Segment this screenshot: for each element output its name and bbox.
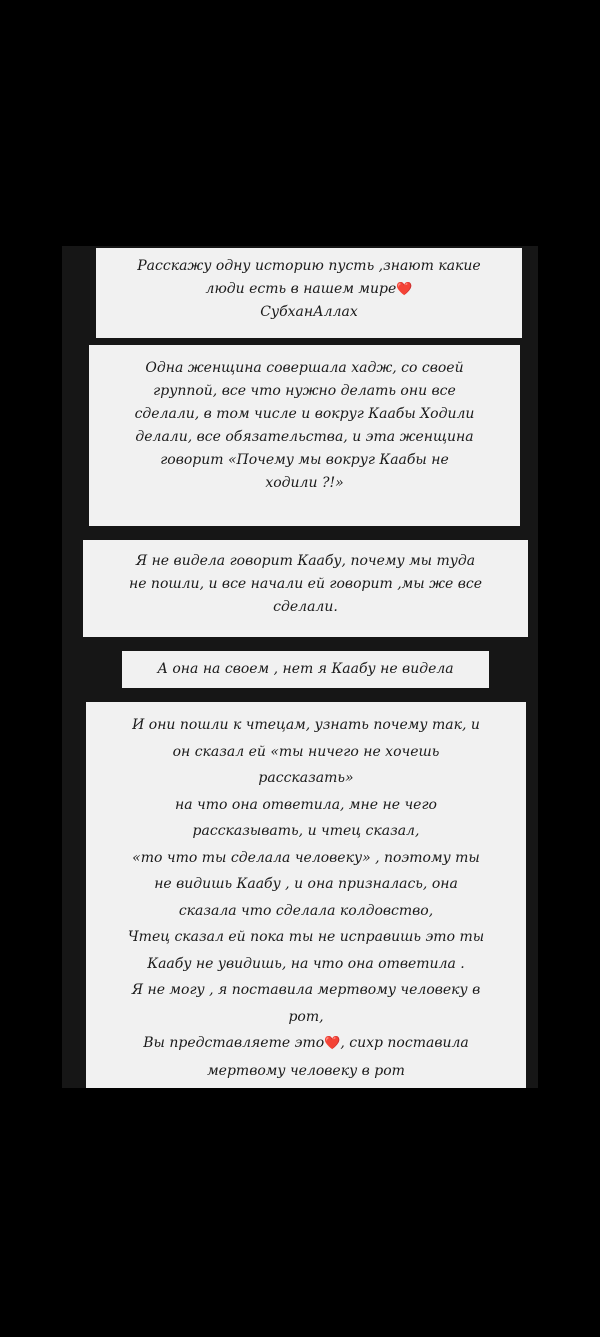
text-segment: , сихр поставила bbox=[340, 1035, 469, 1051]
text-line: делали, все обязательства, и эта женщина bbox=[135, 429, 474, 445]
text-line: сказала что сделала колдовство, bbox=[178, 902, 434, 919]
text-line: группой, все что нужно делать они все bbox=[153, 383, 456, 399]
text-card-hajj bbox=[89, 345, 520, 526]
text-line: ходили ?!» bbox=[265, 475, 344, 491]
text-line: СубханАллах bbox=[260, 304, 358, 320]
text-card-refusal bbox=[122, 651, 489, 688]
broken-heart-icon: ❤️ bbox=[324, 1036, 341, 1051]
text-line: сделали. bbox=[273, 599, 338, 615]
text-line: Каабу не увидишь, на что она ответила . bbox=[147, 955, 465, 972]
broken-heart-icon: ❤️ bbox=[396, 282, 413, 297]
text-line: мертвому человеку в рот bbox=[207, 1062, 405, 1079]
text-line: «то что ты сделала человеку» , поэтому ты bbox=[132, 849, 480, 866]
text-line: сделали, в том числе и вокруг Каабы Ходили bbox=[134, 406, 475, 422]
text-segment: люди есть в нашем мире bbox=[205, 281, 397, 297]
text-line: на что она ответила, мне не чего bbox=[175, 796, 437, 813]
text-line: Я не видела говорит Каабу, почему мы туда bbox=[135, 553, 476, 569]
text-card-kaaba bbox=[83, 540, 528, 637]
text-line: Чтец сказал ей пока ты не исправишь это ты bbox=[127, 929, 485, 945]
text-line: Расскажу одну историю пусть ,знают какие bbox=[137, 258, 481, 274]
text-line: И они пошли к чтецам, узнать почему так, и bbox=[132, 717, 480, 733]
text-segment: Вы представляете это bbox=[143, 1035, 325, 1051]
text-line: он сказал ей «ты ничего не хочешь bbox=[172, 743, 440, 760]
text-line: рассказать» bbox=[258, 770, 354, 786]
text-line: не видишь Каабу , и она призналась, она bbox=[154, 876, 458, 892]
text-card-intro bbox=[96, 248, 522, 338]
text-line: А она на своем , нет я Каабу не видела bbox=[157, 661, 454, 677]
text-line bbox=[96, 1030, 516, 1058]
text-line: рот, bbox=[288, 1008, 324, 1025]
text-line bbox=[106, 278, 512, 301]
text-line: Одна женщина совершала хадж, со своей bbox=[145, 360, 464, 376]
text-line: говорит «Почему мы вокруг Каабы не bbox=[160, 452, 449, 468]
text-card-reciter bbox=[86, 702, 526, 1088]
text-line: не пошли, и все начали ей говорит ,мы же все bbox=[128, 576, 483, 592]
text-line: рассказывать, и чтец сказал, bbox=[192, 823, 420, 839]
text-line: Я не могу , я поставила мертвому человеку в bbox=[131, 982, 481, 998]
